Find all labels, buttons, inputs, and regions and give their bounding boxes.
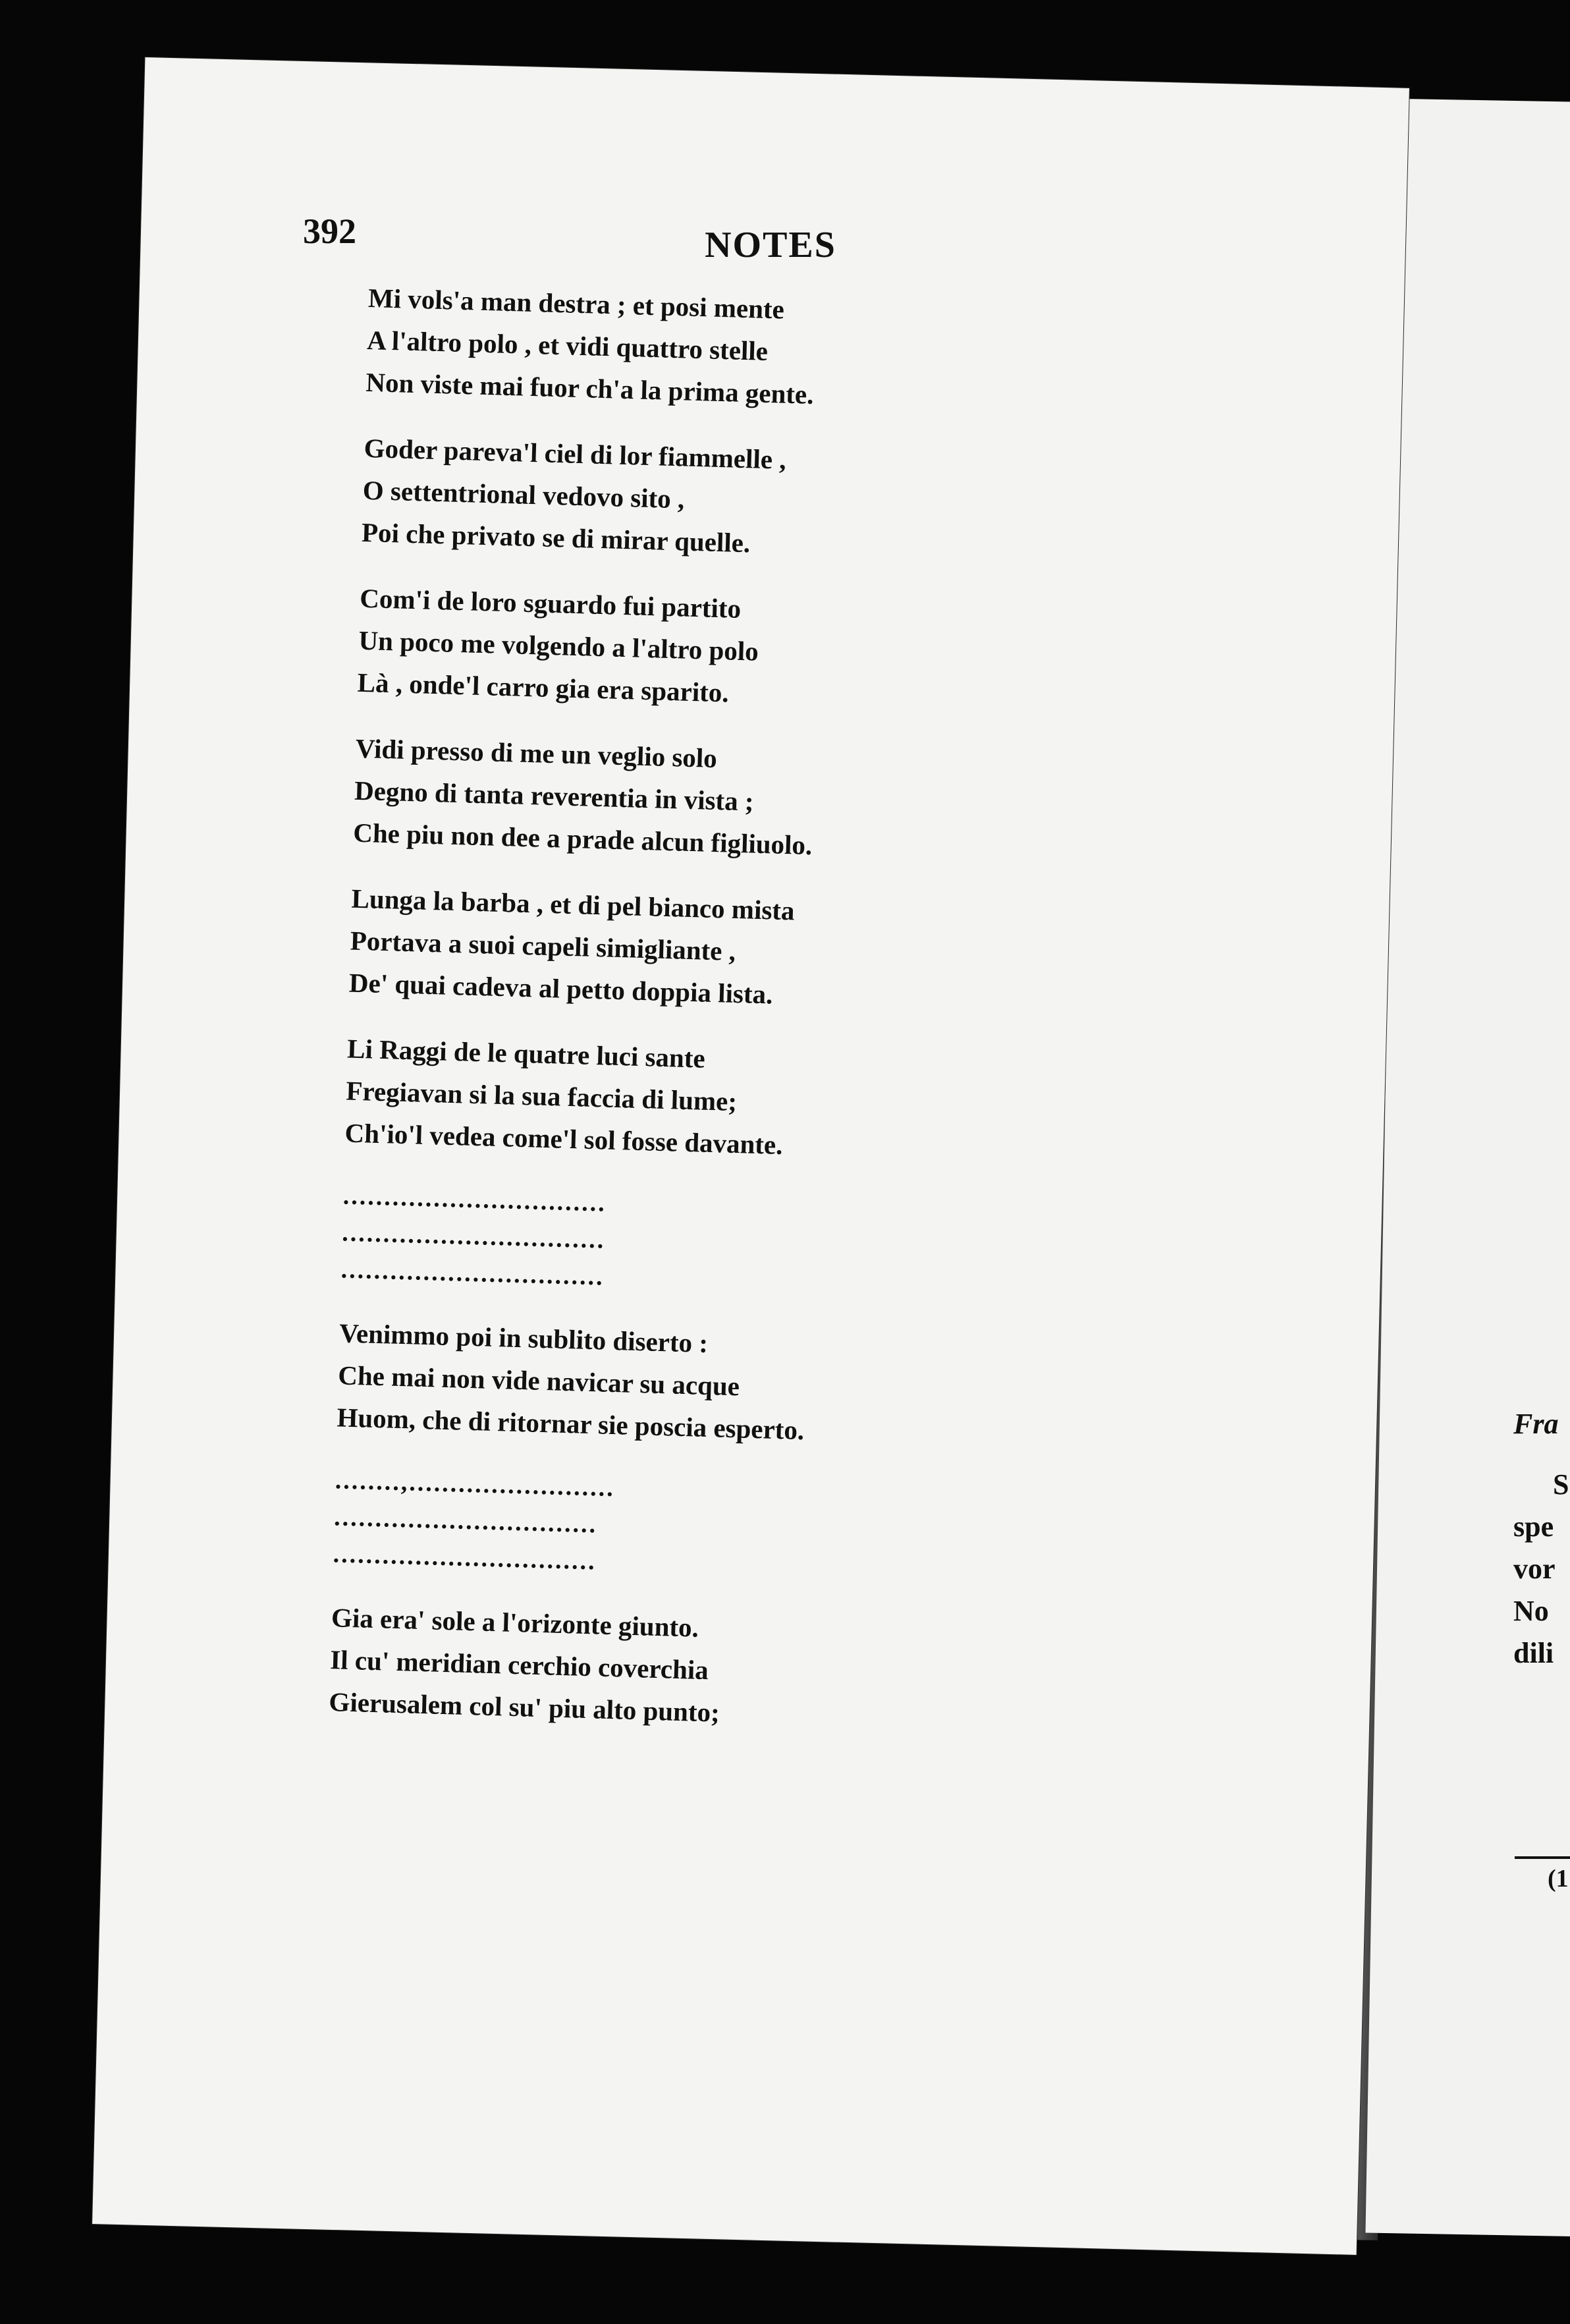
- verse-line: Venimmo poi in sublito diserto :: [338, 1317, 709, 1359]
- stanza: [361, 427, 1062, 573]
- verse-line: Non viste mai fuor ch'a la prima gente.: [365, 366, 815, 410]
- facing-page-fragment: No: [1513, 1595, 1549, 1627]
- ellipsis-line: ................................: [340, 1256, 605, 1291]
- verse-line: Un poco me volgendo a l'altro polo: [358, 624, 759, 667]
- verse-line: Degno di tanta reverentia in vista ;: [354, 775, 755, 817]
- facing-page-fragment: spe: [1513, 1510, 1554, 1543]
- verse-line: Lunga la barba , et di pel bianco mista: [350, 883, 796, 926]
- page-number: 392: [303, 211, 356, 251]
- verse-line: Là , onde'l carro gia era sparito.: [357, 667, 730, 708]
- ellipsis-line: ................................: [342, 1182, 607, 1217]
- verse-line: Ch'io'l vedea come'l sol fosse davante.: [344, 1117, 784, 1161]
- facing-page-fragment: dili: [1513, 1637, 1554, 1669]
- verse-line: Il cu' meridian cerchio coverchia: [329, 1644, 709, 1686]
- verse-line: Che piu non dee a prade alcun figliuolo.: [352, 817, 813, 861]
- ellipsis-line: ................................: [341, 1219, 606, 1254]
- stanza: [353, 727, 1054, 873]
- verse-line: A l'altro polo , et vidi quattro stelle: [366, 324, 769, 366]
- stanza: [365, 277, 1067, 423]
- ellipsis-line: ........,.........................: [335, 1466, 616, 1503]
- stanza: [329, 1596, 1030, 1742]
- ellipsis-line: ................................: [333, 1503, 598, 1539]
- verse-line: Gierusalem col su' piu alto punto;: [328, 1686, 720, 1728]
- verse-line: Mi vols'a man destra ; et posi mente: [367, 282, 785, 325]
- verse-line: Huom, che di ritornar sie poscia esperto.: [336, 1402, 805, 1446]
- verse-line: Li Raggi de le quatre luci sante: [346, 1033, 706, 1074]
- verse-line: Com'i de loro sguardo fui partito: [359, 582, 742, 624]
- facing-page-text: [1513, 1403, 1569, 1674]
- stanza: [357, 577, 1058, 723]
- ellipsis-block: [333, 1462, 1033, 1592]
- facing-page-fragment: vor: [1513, 1553, 1556, 1585]
- verse-line: Goder pareva'l ciel di lor fiammelle ,: [364, 432, 787, 475]
- facing-page-fragment: S: [1553, 1468, 1569, 1501]
- verse-line: Fregiavan si la sua faccia di lume;: [345, 1075, 738, 1117]
- stanza: [348, 877, 1050, 1024]
- facing-page-heading-fragment: Fra: [1513, 1408, 1559, 1440]
- ellipsis-line: ................................: [333, 1540, 597, 1576]
- verse-line: O settentrional vedovo sito ,: [362, 474, 685, 514]
- ellipsis-block: [340, 1177, 1041, 1308]
- verse-line: Poi che privato se di mirar quelle.: [361, 516, 751, 559]
- verse-line: Gia era' sole a l'orizonte giunto.: [331, 1602, 699, 1643]
- running-head: NOTES: [705, 225, 836, 265]
- verse-line: De' quai cadeva al petto doppia lista.: [348, 967, 773, 1010]
- verse-line: Portava a suoi capeli simigliante ,: [350, 925, 736, 966]
- stanza: [337, 1312, 1038, 1458]
- verse-block: [328, 277, 1067, 1766]
- verse-line: Che mai non vide navicar su acque: [337, 1360, 740, 1402]
- facing-page-rule: [1515, 1856, 1570, 1859]
- verse-line: Vidi presso di me un veglio solo: [355, 733, 718, 774]
- stanza: [344, 1028, 1046, 1174]
- facing-page-note-fragment: (1: [1548, 1865, 1569, 1893]
